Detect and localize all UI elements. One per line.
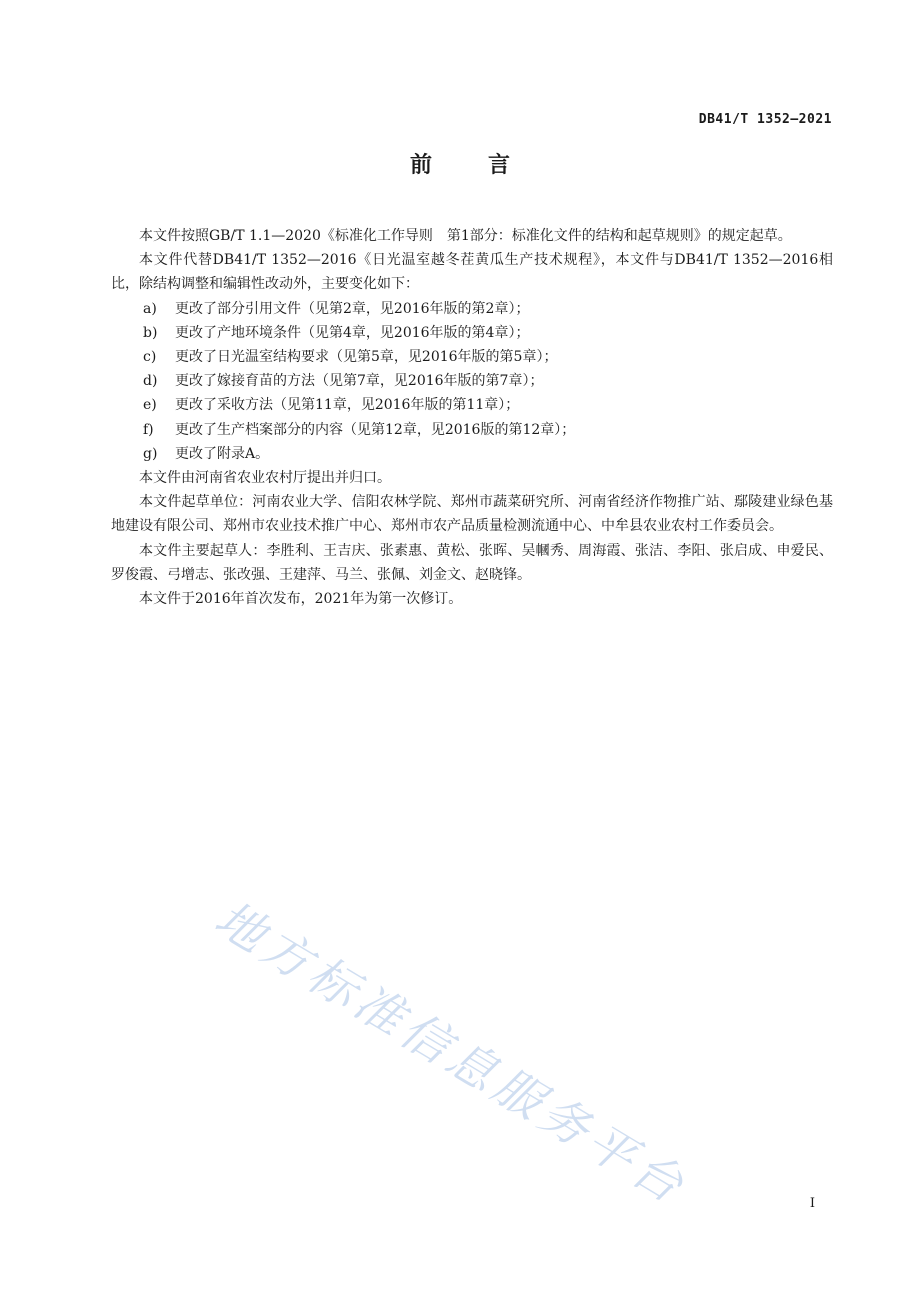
page-number: I xyxy=(809,1196,815,1211)
list-marker: a) xyxy=(143,300,157,317)
page-title: 前言 xyxy=(409,153,566,178)
list-marker: g) xyxy=(143,445,158,462)
list-marker: f) xyxy=(143,421,154,438)
list-marker: c) xyxy=(143,349,157,366)
body-paragraph: 本文件于2016年首次发布，2021年为第一次修订。 xyxy=(139,591,463,608)
list-text: 更改了部分引用文件（见第2章，见2016年版的第2章）； xyxy=(175,300,530,317)
list-text: 更改了日光温室结构要求（见第5章，见2016年版的第5章）； xyxy=(175,349,558,366)
body-paragraph: 本文件由河南省农业农村厅提出并归口。 xyxy=(139,470,391,487)
intro-paragraph: 本文件代替DB41/T 1352—2016《日光温室越冬茬黄瓜生产技术规程》，本文件与DB41/T 1352—2016相比，除结构调整和编辑性改动外，主要变化如下： xyxy=(111,252,833,293)
document-body xyxy=(111,224,833,611)
change-list-item xyxy=(111,393,833,417)
list-text: 更改了产地环境条件（见第4章，见2016年版的第4章）； xyxy=(175,324,530,341)
change-list-item xyxy=(111,297,833,321)
standard-code: DB41/T 1352—2021 xyxy=(698,112,832,127)
intro-paragraph: 本文件按照GB/T 1.1—2020《标准化工作导则 第1部分：标准化文件的结构和起草规则》的规定起草。 xyxy=(139,228,792,244)
change-list-item xyxy=(111,369,833,393)
list-text: 更改了生产档案部分的内容（见第12章，见2016版的第12章）； xyxy=(175,421,576,438)
list-marker: d) xyxy=(143,373,158,390)
change-list-item xyxy=(111,345,833,369)
list-text: 更改了附录A。 xyxy=(175,445,270,462)
list-marker: e) xyxy=(143,397,157,414)
change-list-item xyxy=(111,442,833,466)
body-paragraph: 本文件起草单位：河南农业大学、信阳农林学院、郑州市蔬菜研究所、河南省经济作物推广站、鄢陵建业绿色基地建设有限公司、郑州市农业技术推广中心、郑州市农产品质量检测流通中心、中牟县农业农村工作委员会。 xyxy=(111,494,833,535)
change-list-item xyxy=(111,418,833,442)
change-list-item xyxy=(111,321,833,345)
watermark: 地方标准信息服务平台 xyxy=(205,890,697,1217)
list-text: 更改了采收方法（见第11章，见2016年版的第11章）； xyxy=(175,397,520,414)
list-text: 更改了嫁接育苗的方法（见第7章，见2016年版的第7章）； xyxy=(175,373,544,390)
list-marker: b) xyxy=(143,324,158,341)
body-paragraph: 本文件主要起草人：李胜利、王吉庆、张素惠、黄松、张晖、吴幗秀、周海霞、张洁、李阳、张启成、申爱民、罗俊霞、弓增志、张改强、王建萍、马兰、张佩、刘金文、赵晓锋。 xyxy=(111,542,833,583)
